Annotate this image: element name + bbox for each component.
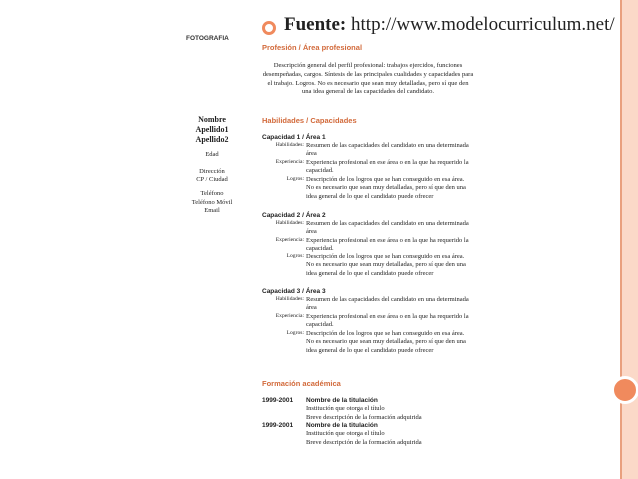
habilidades-text: Resumen de las capacidades del candidato en una determinada área — [306, 220, 469, 236]
photo-label: FOTOGRAFIA — [186, 35, 229, 42]
telefono-label: Teléfono — [200, 190, 224, 198]
logros-label: Logros: — [286, 253, 304, 259]
source-line — [284, 14, 615, 36]
apellido2-label: Apellido2 — [195, 135, 229, 144]
capacity-title: Capacidad 1 / Área 1 — [262, 134, 326, 141]
education-institution: Institución que otorga el título — [306, 405, 385, 413]
nombre-label: Nombre — [198, 115, 226, 124]
logros-text: Descripción de los logros que se han conseguido en esa área. No es necesario que sean muy detalladas, pero sí que den una idea general de lo que el candidato puede ofrecer — [306, 253, 466, 277]
habilidades-label: Habilidades: — [275, 220, 304, 226]
experiencia-label: Experiencia: — [275, 159, 304, 165]
profile-heading: Profesión / Área profesional — [262, 43, 363, 52]
education-title: Nombre de la titulación — [306, 422, 378, 429]
experiencia-text: Experiencia profesional en ese área o en la que ha requerido la capacidad. — [306, 159, 469, 175]
logros-label: Logros: — [286, 176, 304, 182]
education-years: 1999-2001 — [262, 397, 294, 404]
email-label: Email — [204, 206, 220, 214]
experiencia-label: Experiencia: — [275, 237, 304, 243]
profile-description: Descripción general del perfil profesional: trabajos ejercidos, funciones desempeñadas, cargos. Síntesis de las principales cualidades y capacidades para el trabajo. Logros. No es necesario que sean muy detalladas, pero sí que den una idea general de las capacidades del candidato. — [262, 62, 474, 96]
decorative-side-band — [622, 0, 638, 479]
cp-label: CP / Ciudad — [196, 176, 228, 184]
habilidades-label: Habilidades: — [275, 296, 304, 302]
experiencia-label: Experiencia: — [275, 313, 304, 319]
movil-label: Teléfono Móvil — [191, 198, 233, 206]
education-description: Breve descripción de la formación adquirida — [306, 413, 422, 421]
education-years: 1999-2001 — [262, 422, 294, 429]
education-institution: Institución que otorga el título — [306, 430, 385, 438]
habilidades-text: Resumen de las capacidades del candidato en una determinada área — [306, 142, 469, 158]
decorative-circle — [611, 376, 638, 404]
personal-info — [184, 115, 240, 215]
capacity-title: Capacidad 2 / Área 2 — [262, 212, 326, 219]
habilidades-label: Habilidades: — [275, 142, 304, 148]
experiencia-text: Experiencia profesional en ese área o en la que ha requerido la capacidad. — [306, 237, 469, 253]
habilidades-text: Resumen de las capacidades del candidato en una determinada área — [306, 296, 469, 312]
logros-label: Logros: — [286, 330, 304, 336]
logros-text: Descripción de los logros que se han conseguido en esa área. No es necesario que sean muy detalladas, pero sí que den una idea general de lo que el candidato puede ofrecer — [306, 176, 466, 200]
apellido1-label: Apellido1 — [195, 125, 229, 134]
education-heading: Formación académica — [262, 379, 341, 388]
capacity-title: Capacidad 3 / Área 3 — [262, 288, 326, 295]
edad-label: Edad — [205, 151, 219, 158]
decorative-side-rule — [620, 0, 622, 479]
source-label: Fuente: — [284, 14, 347, 35]
logros-text: Descripción de los logros que se han conseguido en esa área. No es necesario que sean muy detalladas, pero sí que den una idea general de lo que el candidato puede ofrecer — [306, 330, 466, 354]
education-title: Nombre de la titulación — [306, 397, 378, 404]
direccion-label: Dirección — [199, 168, 225, 176]
experiencia-text: Experiencia profesional en ese área o en la que ha requerido la capacidad. — [306, 313, 469, 329]
skills-heading: Habilidades / Capacidades — [262, 116, 357, 125]
education-description: Breve descripción de la formación adquirida — [306, 438, 422, 446]
source-url[interactable]: http://www.modelocurriculum.net/ — [351, 14, 615, 35]
bullet-icon — [262, 21, 276, 35]
